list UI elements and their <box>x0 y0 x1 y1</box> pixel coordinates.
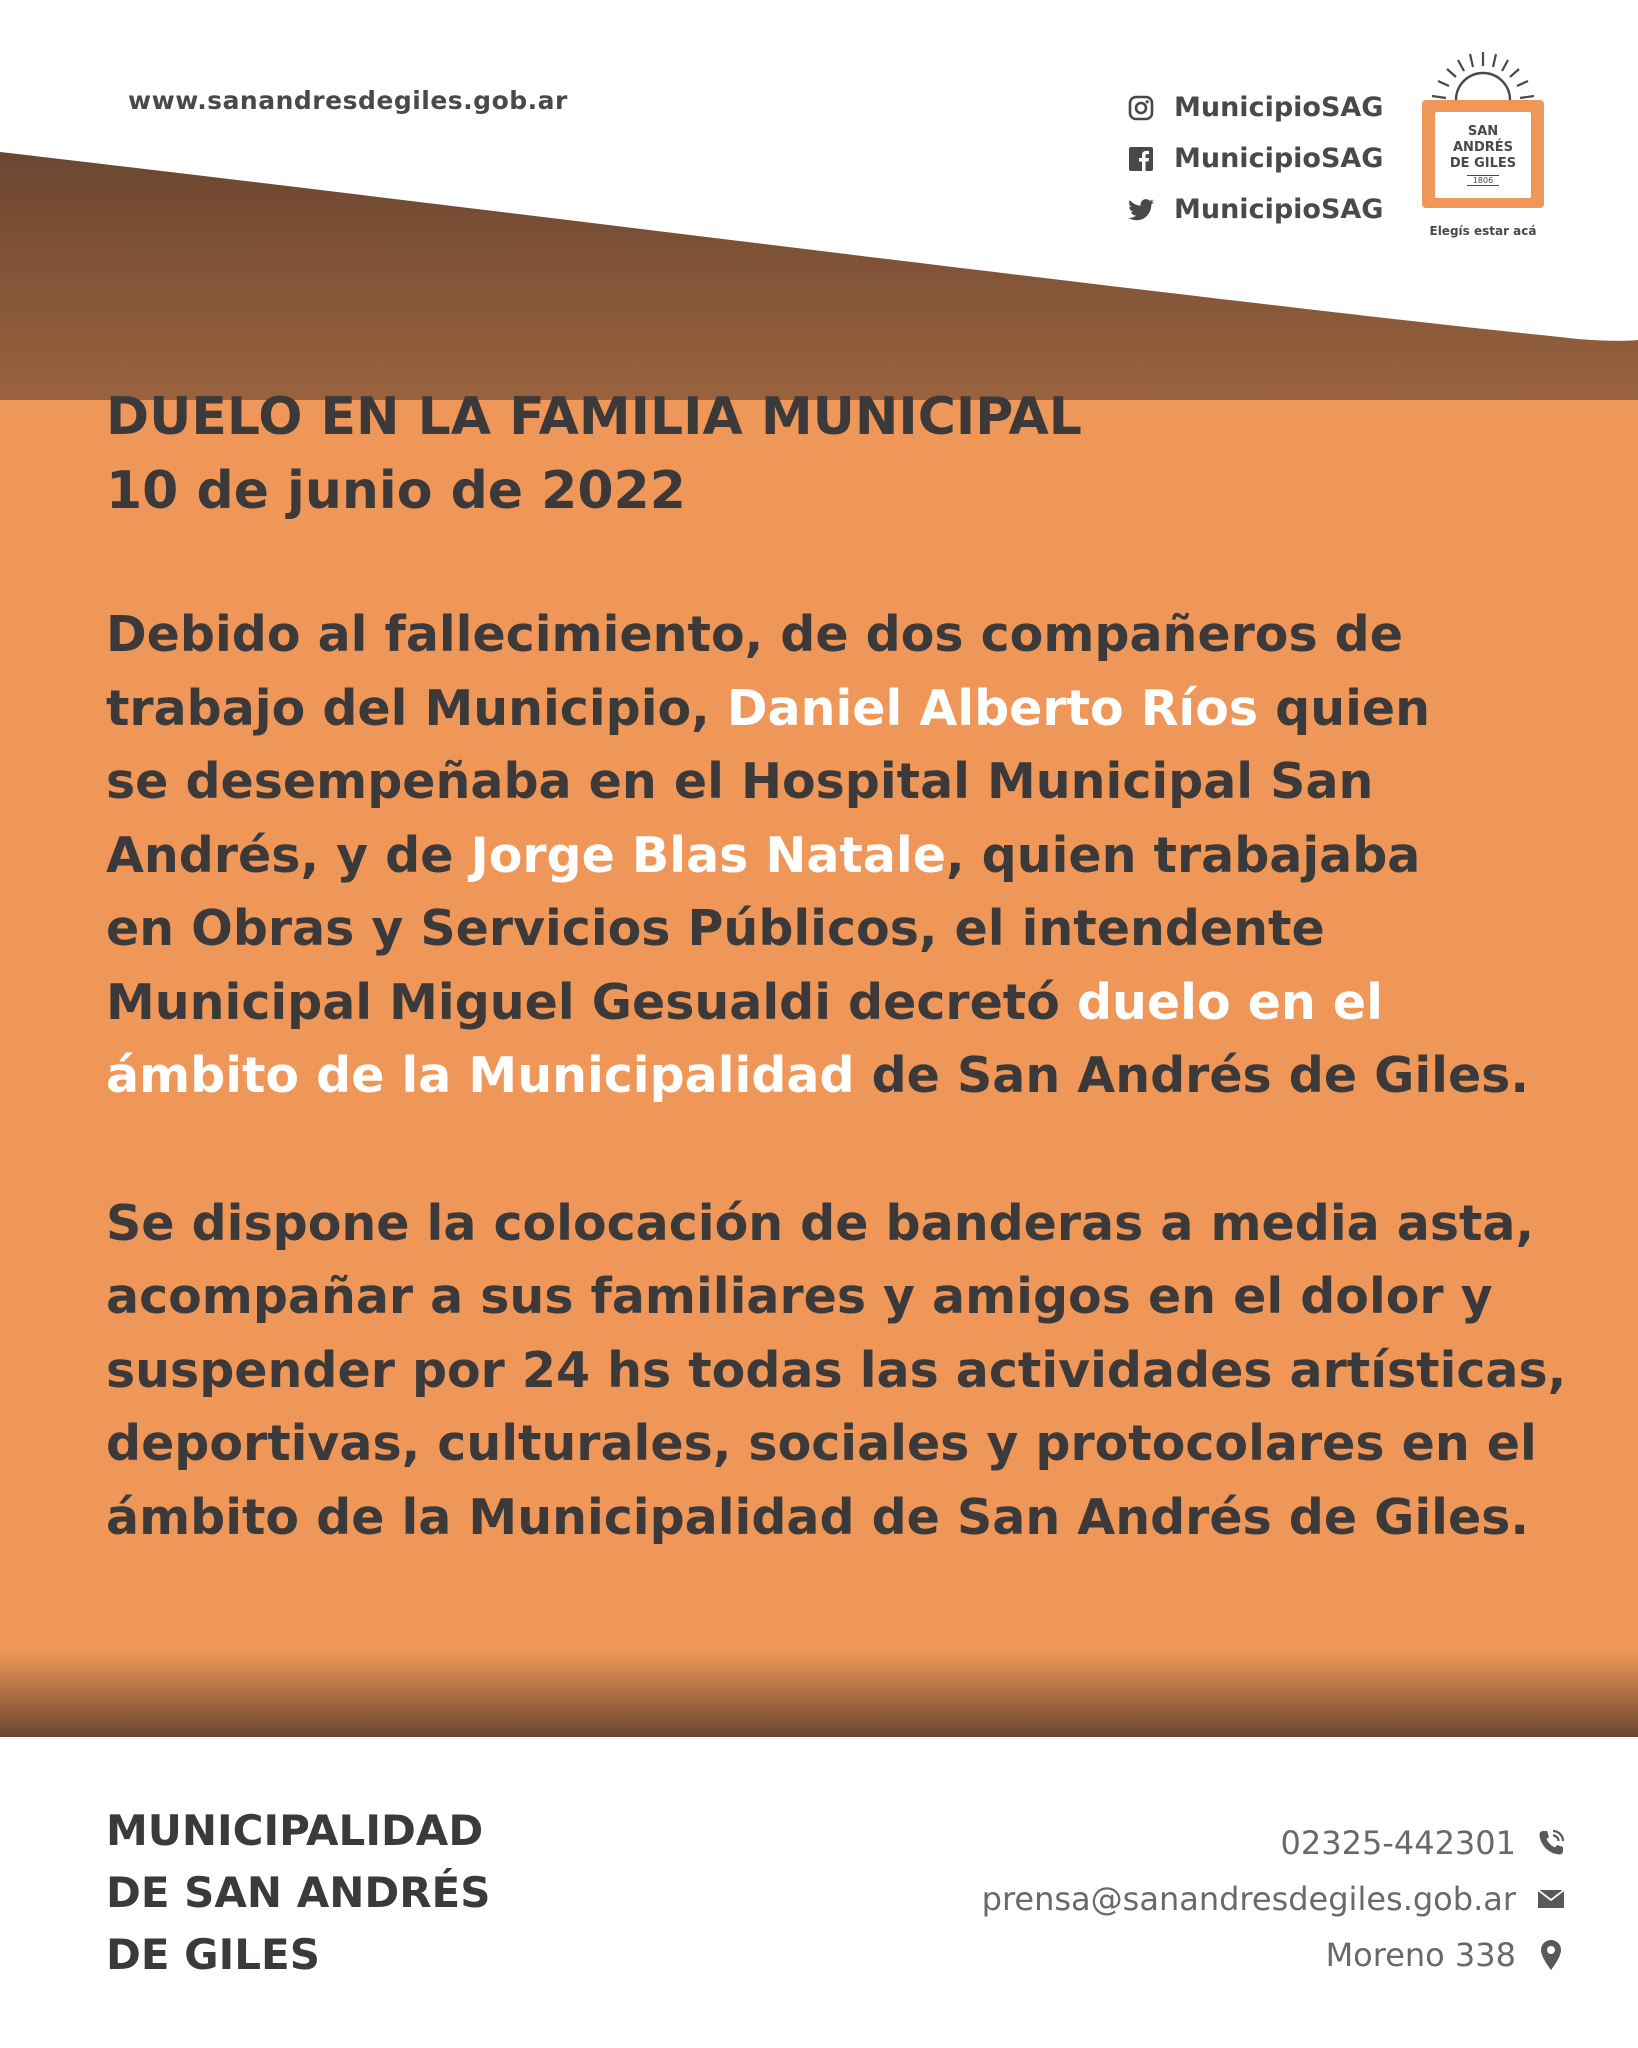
highlight-jorge-blas-natale: Jorge Blas Natale <box>470 826 946 884</box>
footer-municipality-name <box>106 1800 491 1986</box>
highlight-ambito-municipalidad: ámbito de la Municipalidad <box>106 1047 855 1104</box>
paragraph-1-line-6 <box>106 966 1576 1040</box>
logo-text-de-giles: DE GILES <box>1449 156 1517 171</box>
text-run: quien <box>1258 679 1430 737</box>
phone-number: 02325-442301 <box>1280 1824 1516 1862</box>
logo-badge <box>1422 100 1544 208</box>
paragraph-1-line-7 <box>106 1039 1576 1113</box>
text-run: Debido al fallecimiento, de dos compañeros de <box>106 606 1403 663</box>
footer-name-line-3: DE GILES <box>106 1930 320 1979</box>
notice-paragraph-1 <box>106 598 1576 1113</box>
sunrise-icon <box>1418 48 1548 104</box>
paragraph-2-line-5: ámbito de la Municipalidad de San Andrés de Giles. <box>106 1488 1529 1546</box>
facebook-handle: MunicipioSAG <box>1174 143 1384 174</box>
paragraph-1-line-1 <box>106 598 1576 672</box>
paragraph-1-line-2 <box>106 672 1576 746</box>
paragraph-2-line-1: Se dispone la colocación de banderas a media asta, <box>106 1194 1535 1252</box>
email-address: prensa@sanandresdegiles.gob.ar <box>981 1880 1516 1918</box>
highlight-duelo: duelo en el <box>1076 973 1383 1031</box>
phone-icon <box>1534 1826 1568 1860</box>
text-run: trabajo del Municipio, <box>106 679 727 737</box>
logo-text-andres: ANDRÉS <box>1453 140 1513 155</box>
footer-contacts <box>982 1815 1568 1983</box>
logo-tagline: Elegís estar acá <box>1429 224 1537 238</box>
paragraph-1-line-3 <box>106 745 1576 819</box>
contact-email[interactable] <box>982 1871 1568 1927</box>
paragraph-2-line-3: suspender por 24 hs todas las actividades artísticas, <box>106 1341 1567 1399</box>
twitter-icon <box>1126 195 1156 225</box>
text-run: Municipal Miguel Gesualdi decretó <box>106 973 1077 1031</box>
text-run: , quien trabajaba <box>945 826 1421 884</box>
footer-name-line-2: DE SAN ANDRÉS <box>106 1868 491 1917</box>
text-run: se desempeñaba en el Hospital Municipal San <box>106 753 1374 810</box>
orange-bottom-shade <box>0 1650 1638 1737</box>
social-links <box>1126 82 1383 235</box>
notice-content <box>106 380 1576 1554</box>
text-run: de San Andrés de Giles. <box>854 1047 1529 1104</box>
social-facebook[interactable] <box>1126 133 1383 184</box>
paragraph-2-line-4: deportivas, culturales, sociales y protocolares en el <box>106 1415 1537 1472</box>
paragraph-1-line-4 <box>106 819 1576 893</box>
social-twitter[interactable] <box>1126 184 1383 235</box>
contact-address[interactable] <box>982 1927 1568 1983</box>
street-address: Moreno 338 <box>1325 1936 1516 1974</box>
logo-badge-inner <box>1435 112 1531 198</box>
facebook-icon <box>1126 144 1156 174</box>
logo-year: 1806 <box>1467 175 1499 186</box>
social-instagram[interactable] <box>1126 82 1383 133</box>
contact-phone[interactable] <box>982 1815 1568 1871</box>
location-pin-icon <box>1534 1938 1568 1972</box>
paragraph-2-line-2: acompañar a sus familiares y amigos en el dolor y <box>106 1268 1493 1325</box>
paragraph-1-line-5 <box>106 892 1576 966</box>
footer-name-line-1: MUNICIPALIDAD <box>106 1806 484 1855</box>
text-run: en Obras y Servicios Públicos, el intendente <box>106 900 1325 957</box>
logo-text-san: SAN <box>1467 124 1499 139</box>
municipality-logo <box>1418 48 1548 248</box>
instagram-handle: MunicipioSAG <box>1174 92 1384 123</box>
instagram-icon <box>1126 93 1156 123</box>
notice-paragraph-2 <box>106 1187 1576 1555</box>
notice-date: 10 de junio de 2022 <box>106 461 686 521</box>
website-url[interactable]: www.sanandresdegiles.gob.ar <box>128 86 568 115</box>
highlight-daniel-alberto-rios: Daniel Alberto Ríos <box>726 679 1259 737</box>
text-run: Andrés, y de <box>106 826 471 884</box>
notice-title: DUELO EN LA FAMILIA MUNICIPAL <box>106 387 1082 447</box>
twitter-handle: MunicipioSAG <box>1174 194 1384 225</box>
mail-icon <box>1534 1882 1568 1916</box>
